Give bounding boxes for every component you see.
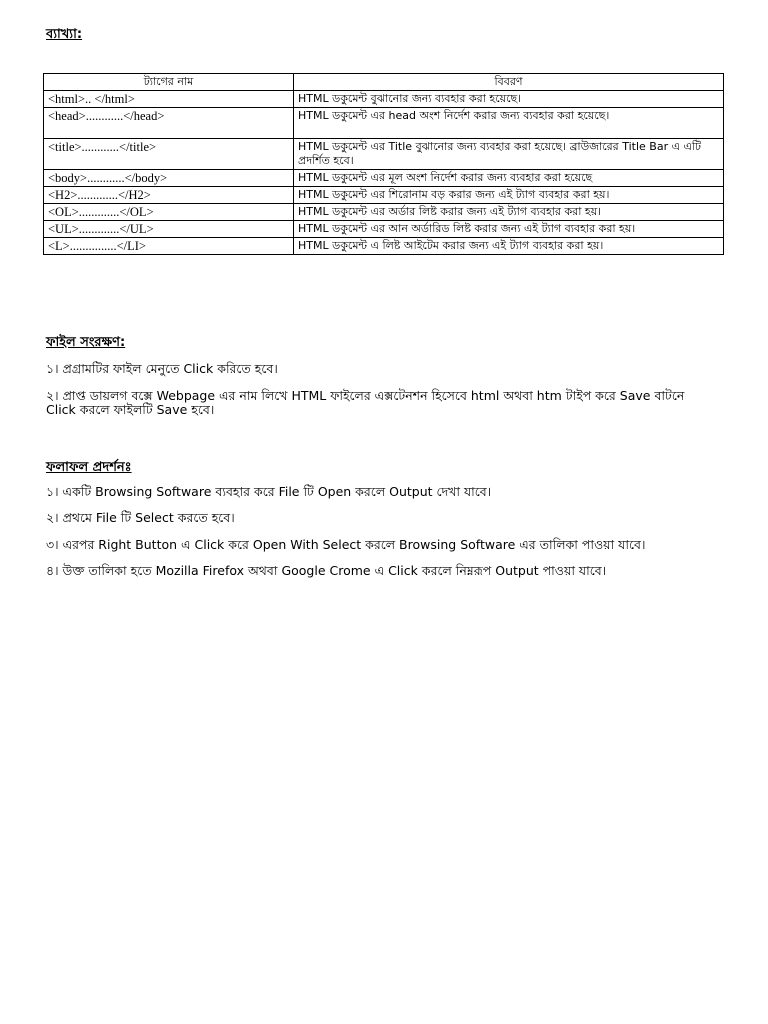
table-row [44,221,724,238]
table-row [44,170,724,187]
output-heading: ফলাফল প্রদর্শনঃ [46,460,132,475]
table-row [44,187,724,204]
file-save-step: ১। প্রগ্রামটির ফাইল মেনুতে Click করিতে হবে। [46,361,278,376]
tag-cell: <UL>.............</UL> [44,221,294,238]
table-row [44,91,724,108]
table-row [44,204,724,221]
file-save-step: ২। প্রাপ্ত ডায়লগ বক্সে Webpage এর নাম লিখে HTML ফাইলের এক্সটেনশন হিসেবে html অথবা htm টাইপ করে Save বাটনে Click করলে ফাইলটি Save হবে। [46,388,685,417]
explanation-heading: ব্যাখ্যা: [46,27,83,42]
table-row [44,139,724,170]
output-step: ১। একটি Browsing Software ব্যবহার করে File টি Open করলে Output দেখা যাবে। [46,484,492,499]
table-header-tag-name: ট্যাগের নাম [44,74,294,91]
tag-cell: <title>............</title> [44,139,294,170]
html-tags-table [43,73,724,255]
description-cell: HTML ডকুমেন্ট এর Title বুঝানোর জন্য ব্যবহার করা হয়েছে। ব্রাউজারের Title Bar এ এটি প্রদর্শিত হবে। [294,139,724,170]
table-header-description: বিবরণ [294,74,724,91]
description-cell: HTML ডকুমেন্ট এর অর্ডার লিষ্ট করার জন্য এই ট্যাগ ব্যবহার করা হয়। [294,204,724,221]
tag-cell: <html>.. </html> [44,91,294,108]
output-step: ২। প্রথমে File টি Select করতে হবে। [46,510,235,525]
description-cell: HTML ডকুমেন্ট এর মূল অংশ নির্দেশ করার জন্য ব্যবহার করা হয়েছে [294,170,724,187]
output-step: ৪। উক্ত তালিকা হতে Mozilla Firefox অথবা Google Crome এ Click করলে নিম্নরূপ Output পাওয়া যাবে। [46,563,607,578]
file-save-heading: ফাইল সংরক্ষণ: [46,335,126,350]
tag-cell: <OL>.............</OL> [44,204,294,221]
description-cell: HTML ডকুমেন্ট বুঝানোর জন্য ব্যবহার করা হয়েছে। [294,91,724,108]
table-header-row [44,74,724,91]
tag-cell: <H2>.............</H2> [44,187,294,204]
table-row [44,238,724,255]
tag-cell: <body>............</body> [44,170,294,187]
description-cell: HTML ডকুমেন্ট এর শিরোনাম বড় করার জন্য এই ট্যাগ ব্যবহার করা হয়। [294,187,724,204]
table-row [44,108,724,139]
tag-cell: <head>............</head> [44,108,294,139]
description-cell: HTML ডকুমেন্ট এর আন অর্ডারিড লিষ্ট করার জন্য এই ট্যাগ ব্যবহার করা হয়। [294,221,724,238]
description-cell: HTML ডকুমেন্ট এর head অংশ নির্দেশ করার জন্য ব্যবহার করা হয়েছে। [294,108,724,139]
output-step: ৩। এরপর Right Button এ Click করে Open With Select করলে Browsing Software এর তালিকা পাওয়া যাবে। [46,537,646,552]
tag-cell: <L>...............</LI> [44,238,294,255]
description-cell: HTML ডকুমেন্ট এ লিষ্ট আইটেম করার জন্য এই ট্যাগ ব্যবহার করা হয়। [294,238,724,255]
